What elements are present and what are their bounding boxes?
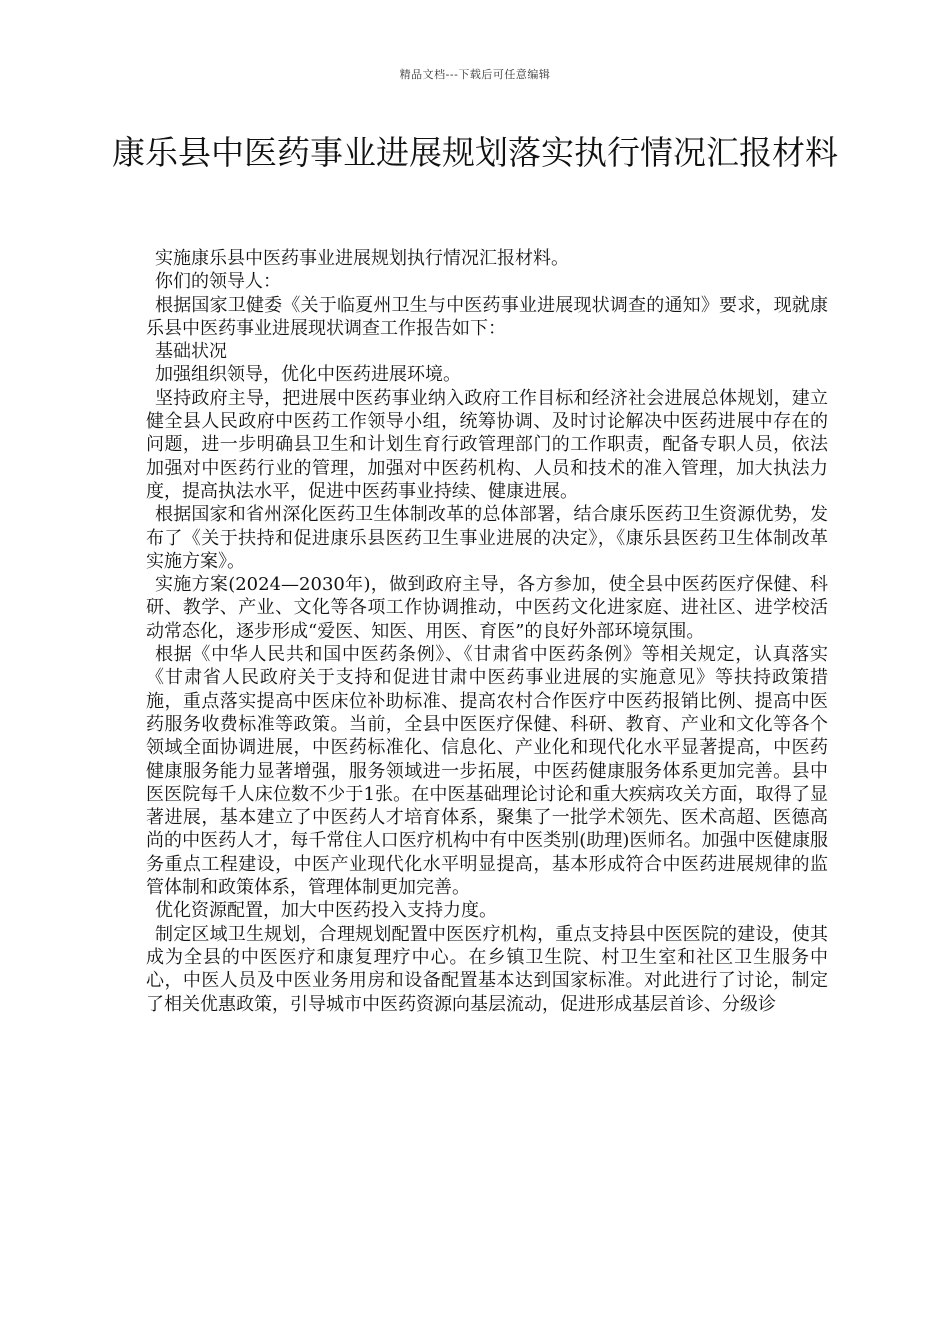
paragraph: 根据《中华人民共和国中医药条例》、《甘肃省中医药条例》等相关规定，认真落实《甘肃省人民政府关于支持和促进甘肃中医药事业进展的实施意见》等扶持政策措施，重点落实提高中医床位补助标准、提高农村合作医疗中医药报销比例、提高中医药服务收费标准等政策。当前，全县中医医疗保健、科研、教育、产业和文化等各个领域全面协调进展，中医药标准化、信息化、产业化和现代化水平显著提高，中医药健康服务能力显著增强，服务领域进一步拓展，中医药健康服务体系更加完善。县中医医院每千人床位数不少于1张。在中医基础理论讨论和重大疾病攻关方面，取得了显著进展，基本建立了中医药人才培育体系，聚集了一批学术领先、医术高超、医德高尚的中医药人才，每千常住人口医疗机构中有中医类别(助理)医师名。加强中医健康服务重点工程建设，中医产业现代化水平明显提高，基本形成符合中医药进展规律的监管体制和政策体系，管理体制更加完善。: [146, 644, 828, 899]
document-title: 康乐县中医药事业进展规划落实执行情况汇报材料: [112, 133, 838, 172]
paragraph: 实施方案(2024—2030年)，做到政府主导，各方参加，使全县中医药医疗保健、科研、教学、产业、文化等各项工作协调推动，中医药文化进家庭、进社区、进学校活动常态化，逐步形成“爱医、知医、用医、育医”的良好外部环境氛围。: [146, 574, 828, 642]
header-note: 精品文档---下载后可任意编辑: [399, 68, 551, 81]
paragraph: 坚持政府主导，把进展中医药事业纳入政府工作目标和经济社会进展总体规划，建立健全县人民政府中医药工作领导小组，统筹协调、及时讨论解决中医药进展中存在的问题，进一步明确县卫生和计划生育行政管理部门的工作职责，配备专职人员，依法加强对中医药行业的管理，加强对中医药机构、人员和技术的准入管理，加大执法力度，提高执法水平，促进中医药事业持续、健康进展。: [146, 387, 828, 502]
subsection-heading: 加强组织领导，优化中医药进展环境。: [155, 364, 461, 386]
paragraph: 根据国家卫健委《关于临夏州卫生与中医药事业进展现状调查的通知》要求，现就康乐县中医药事业进展现状调查工作报告如下：: [146, 294, 828, 339]
document-body: [146, 247, 828, 1016]
paragraph: 你们的领导人：: [155, 271, 281, 293]
section-heading: 基础状况: [155, 341, 227, 363]
subsection-heading: 优化资源配置，加大中医药投入支持力度。: [155, 900, 497, 922]
paragraph: 根据国家和省州深化医药卫生体制改革的总体部署，结合康乐医药卫生资源优势，发布了《关于扶持和促进康乐县医药卫生事业进展的决定》，《康乐县医药卫生体制改革实施方案》。: [146, 504, 828, 572]
paragraph: 制定区域卫生规划，合理规划配置中医医疗机构，重点支持县中医医院的建设，使其成为全县的中医医疗和康复理疗中心。在乡镇卫生院、村卫生室和社区卫生服务中心，中医人员及中医业务用房和设备配置基本达到国家标准。对此进行了讨论，制定了相关优惠政策，引导城市中医药资源向基层流动，促进形成基层首诊、分级诊: [146, 923, 828, 1015]
paragraph: 实施康乐县中医药事业进展规划执行情况汇报材料。: [155, 248, 569, 269]
